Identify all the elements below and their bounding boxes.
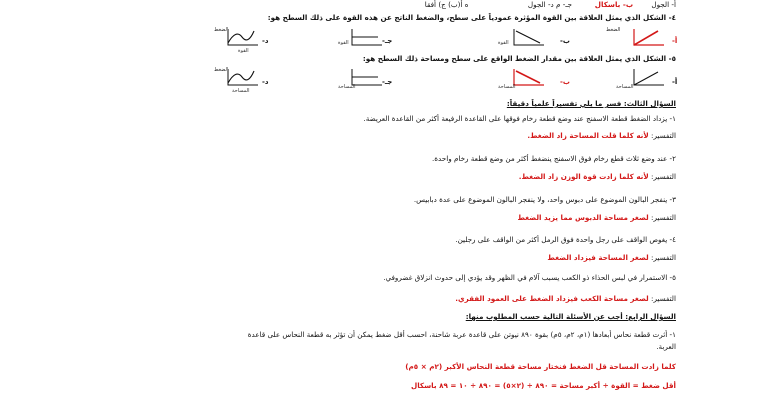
options-middle-text: جـ- م د- الجول (527, 0, 572, 9)
section3-q5: ٥- الاستمرار في لبس الحذاء ذو الكعب يسبب آلام في الظهر وقد يؤدي إلى حدوث انزلاق غضروفي. (383, 273, 676, 282)
graph-a-linear-red (628, 27, 666, 47)
graph-b-label: ب- (560, 37, 570, 45)
section4-answer-line1: كلما زادت المساحة قل الضغط فنختار مساحة قطعة النحاس الأكبر (٢م × ٥م) (405, 362, 676, 371)
graph5-a-x-axis-label: المساحة (616, 84, 634, 90)
explanation-answer: لأنه كلما قلت المساحة زاد الضغط. (527, 131, 649, 140)
section4-q1-line1: ١- أثرت قطعة نحاس أبعادها (١م، ٢م، ٥م) بقوة ٨٩٠ نيوتن على قاعدة عربة شاحنة، احسب أقل ضغط يمكن أن تؤثر به قطعة النحاس على قاعدة (247, 330, 676, 339)
top-fragment-line (104, 0, 676, 9)
graph5-a-increasing (628, 67, 666, 87)
correct-answer-text: ب- باسكال (594, 0, 634, 9)
graph-c-x-axis-label: القوة (338, 40, 349, 46)
graph5-a-label: أ- (672, 78, 678, 86)
option-a-text: أ- الجول (651, 0, 676, 9)
graph-b-decreasing (508, 27, 546, 47)
explanation-answer: لأنه كلما زادت قوة الوزن زاد الضغط. (518, 172, 649, 181)
section3-a4 (104, 253, 676, 262)
section-4-heading: السؤال الرابع: أجب عن الأسئلة التالية حسب المطلوب منها: (465, 312, 676, 321)
section4-answer-line2: أقل ضغط = القوة ÷ أكبر مساحة = ٨٩٠ ÷ (٢×٥) = ٨٩٠ ÷ ١٠ = ٨٩ باسكال (410, 381, 676, 390)
graph5-d-x-axis-label: المساحة (232, 88, 250, 94)
section3-a5 (104, 294, 676, 303)
explanation-label: التفسير: (651, 172, 676, 181)
question-4-text: ٤- الشكل الذي يمثل العلاقة بين القوة المؤثرة عمودياً على سطح، والضغط الناتج عن هذه القوة على ذلك السطح هو: (267, 13, 676, 22)
graph5-c-x-axis-label: المساحة (338, 84, 356, 90)
graph-a-label: أ- (672, 37, 678, 45)
graph5-b-label: ب- (560, 78, 570, 86)
options-left-text: ه أ(ب) ج) أفقا (424, 0, 469, 9)
graph5-d-y-axis-label: الضغط (214, 67, 229, 73)
explanation-answer: لصغر مساحة الكعب فيزداد الضغط على العمود الفقري. (455, 294, 649, 303)
graph5-d-label: د- (262, 78, 269, 86)
section3-q2: ٢- عند وضع ثلاث قطع رخام فوق الاسفنج ينضغط أكثر من وضع قطعة رخام واحدة. (431, 154, 676, 163)
explanation-label: التفسير: (651, 253, 676, 262)
explanation-label: التفسير: (651, 131, 676, 140)
graph-d-x-axis-label: القوة (238, 48, 249, 54)
question-5-text: ٥- الشكل الذي يمثل العلاقة بين مقدار الضغط الواقع على سطح ومساحة ذلك السطح هو: (362, 54, 676, 63)
explanation-label: التفسير: (651, 213, 676, 222)
section4-q1-line2: العربة. (656, 342, 676, 351)
graph5-c-label: جـ- (382, 78, 393, 86)
graph-d-label: د- (262, 37, 269, 45)
explanation-answer: لصغر مساحة الدبوس مما يزيد الضغط (517, 213, 649, 222)
graph-b-x-axis-label: القوة (498, 40, 509, 46)
graph5-b-x-axis-label: المساحة (498, 84, 516, 90)
graph-d-y-axis-label: الضغط (214, 27, 229, 33)
section-3-heading: السؤال الثالث: فسر ما يلي تفسيراً علمياً دقيقاً: (506, 99, 676, 108)
section3-q4: ٤- يغوص الواقف على رجل واحدة فوق الرمل أكثر من الواقف على رجلين. (455, 235, 676, 244)
explanation-label: التفسير: (651, 294, 676, 303)
section3-a3 (104, 213, 676, 222)
section3-q3: ٣- ينفجر البالون الموضوع على دبوس واحد، ولا ينفجر البالون الموضوع على عدة دبابيس. (413, 195, 676, 204)
graph-c-flat (346, 27, 384, 47)
explanation-answer: لصغر المساحة فيزداد الضغط (547, 253, 649, 262)
section3-q1: ١- يزداد الضغط قطعة الاسفنج عند وضع قطعة رخام فوقها على القاعدة الرفيعة أكثر من القاعدة العريضة. (363, 114, 676, 123)
section3-a1 (104, 131, 676, 140)
section3-a2 (104, 172, 676, 181)
graph-c-label: جـ- (382, 37, 393, 45)
graph-a-y-axis-label: الضغط (606, 27, 621, 33)
